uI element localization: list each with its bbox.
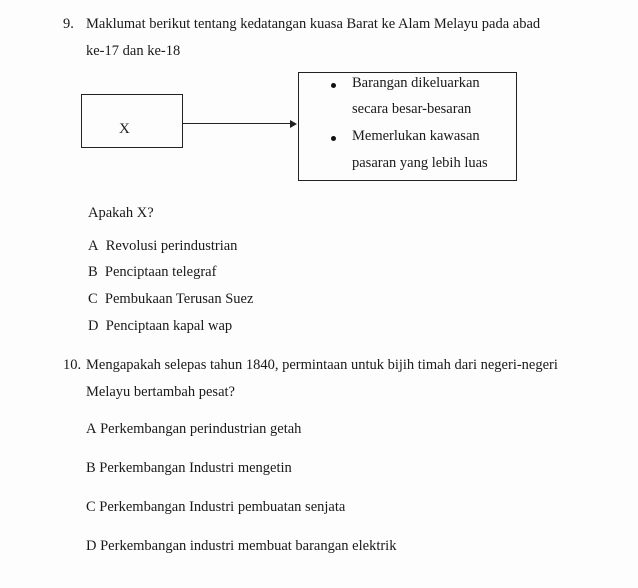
bullet-icon [331,83,336,88]
q10-option-d[interactable] [86,538,396,554]
option-text: Penciptaan telegraf [104,264,217,280]
q9-option-a[interactable] [88,238,237,254]
option-text: Penciptaan kapal wap [105,318,233,334]
q9-stem-line2: ke-17 dan ke-18 [86,43,181,59]
option-text: Perkembangan Industri pembuatan senjata [99,499,346,515]
q10-option-c[interactable] [86,499,345,515]
q10-stem-line2: Melayu bertambah pesat? [86,384,235,400]
q9-option-b[interactable] [88,264,216,280]
effect-line: secara besar-besaran [352,101,472,117]
q9-prompt: Apakah X? [88,205,154,221]
option-letter: D [86,538,97,554]
q9-option-d[interactable] [88,318,232,334]
q9-number: 9. [63,16,74,32]
q9-stem-line1: Maklumat berikut tentang kedatangan kuasa Barat ke Alam Melayu pada abad [86,16,541,32]
effect-line: Memerlukan kawasan [352,128,480,144]
arrow-head-icon [290,120,297,128]
diagram-arrow [183,123,291,124]
option-letter: C [88,291,98,307]
bullet-icon [331,136,336,141]
option-letter: B [86,460,96,476]
diagram-box-x [81,94,183,148]
option-text: Pembukaan Terusan Suez [104,291,254,307]
option-letter: C [86,499,96,515]
option-text: Perkembangan industri membuat barangan elektrik [100,538,397,554]
q10-option-b[interactable] [86,460,292,476]
effect-line: pasaran yang lebih luas [352,155,488,171]
q10-number: 10. [63,357,82,373]
diagram-x-label: X [119,121,130,137]
option-text: Perkembangan Industri mengetin [99,460,292,476]
option-letter: B [88,264,98,280]
option-letter: D [88,318,99,334]
q10-option-a[interactable] [86,421,301,437]
q10-stem-line1: Mengapakah selepas tahun 1840, permintaan untuk bijih timah dari negeri-negeri [86,357,558,373]
q9-option-c[interactable] [88,291,253,307]
option-text: Perkembangan perindustrian getah [100,421,302,437]
option-text: Revolusi perindustrian [105,238,238,254]
option-letter: A [88,238,99,254]
effect-line: Barangan dikeluarkan [352,75,480,91]
option-letter: A [86,421,97,437]
